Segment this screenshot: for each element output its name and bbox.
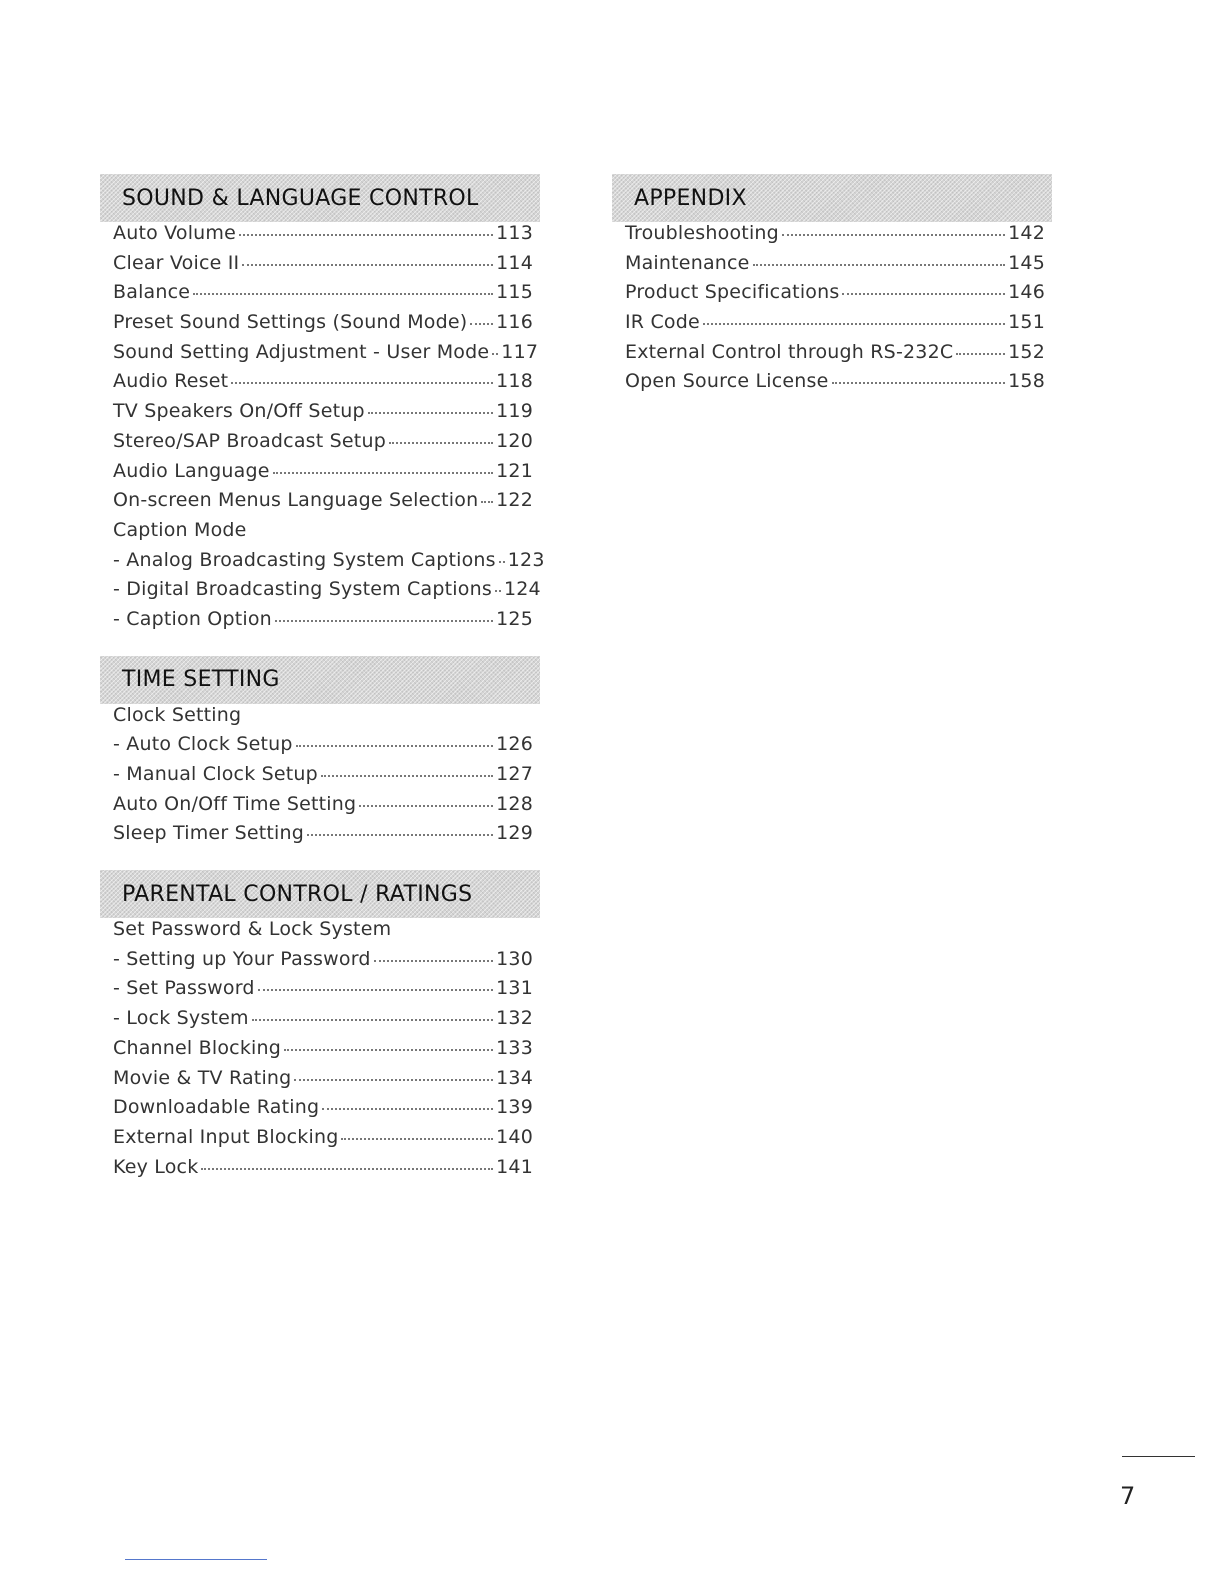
toc-entry-page: 151 — [1008, 311, 1045, 334]
toc-entry-label: Preset Sound Settings (Sound Mode) — [113, 311, 468, 334]
section-header — [612, 174, 1052, 222]
toc-entry-label: Open Source License — [625, 370, 829, 393]
toc-entry[interactable] — [113, 578, 541, 608]
footer-rule — [1122, 1456, 1195, 1457]
toc-entry-page: 131 — [496, 977, 533, 1000]
toc-entry-page: 158 — [1008, 370, 1045, 393]
toc-entry-page: 114 — [496, 251, 533, 274]
toc-entry[interactable] — [113, 430, 533, 460]
dot-leader — [231, 381, 493, 384]
toc-section-time-setting — [100, 656, 540, 852]
bottom-divider — [125, 1559, 267, 1560]
section-title: SOUND & LANGUAGE CONTROL — [122, 185, 479, 211]
toc-entry-label: External Input Blocking — [113, 1125, 339, 1148]
dot-leader — [374, 959, 493, 962]
toc-entry[interactable] — [113, 1037, 533, 1067]
toc-entry-label: Clear Voice II — [113, 251, 240, 274]
toc-entry-label: IR Code — [625, 311, 700, 334]
toc-entry-page: 116 — [496, 311, 533, 334]
toc-entry-label: - Set Password — [113, 977, 255, 1000]
toc-entry[interactable] — [113, 608, 533, 638]
toc-entry-page: 118 — [496, 370, 533, 393]
toc-entry[interactable] — [113, 822, 533, 852]
toc-entry[interactable] — [113, 1156, 533, 1186]
dot-leader — [294, 1078, 493, 1081]
toc-entry-page: 152 — [1008, 340, 1045, 363]
toc-entry-page: 146 — [1008, 281, 1045, 304]
toc-entry[interactable] — [113, 763, 533, 793]
toc-entry[interactable] — [113, 252, 533, 282]
toc-entry[interactable] — [113, 489, 533, 519]
toc-section-parental-control-ratings — [100, 870, 540, 1185]
dot-leader — [252, 1018, 493, 1021]
toc-entry-page: 119 — [496, 400, 533, 423]
toc-entry-page: 121 — [496, 459, 533, 482]
toc-entry-page: 122 — [496, 489, 533, 512]
dot-leader — [275, 619, 493, 622]
dot-leader — [201, 1167, 493, 1170]
toc-entry[interactable] — [113, 460, 533, 490]
toc-entry[interactable] — [113, 519, 533, 549]
dot-leader — [481, 500, 493, 503]
toc-entry-label: External Control through RS-232C — [625, 340, 954, 363]
toc-entry-page: 117 — [501, 340, 539, 363]
dot-leader — [296, 744, 494, 747]
toc-entry-page: 113 — [496, 222, 533, 244]
section-header — [100, 656, 540, 704]
toc-entry-label: Movie & TV Rating — [113, 1066, 292, 1089]
toc-entry[interactable] — [113, 733, 533, 763]
toc-entry-label: - Setting up Your Password — [113, 947, 371, 970]
toc-entry-page: 120 — [496, 429, 533, 452]
toc-entry[interactable] — [625, 222, 1045, 252]
toc-entry-page: 132 — [496, 1007, 533, 1030]
toc-entry[interactable] — [113, 1096, 533, 1126]
toc-entry-page: 115 — [496, 281, 533, 304]
toc-entry-page: 124 — [503, 578, 541, 601]
toc-entry-label: - Analog Broadcasting System Captions — [113, 548, 496, 571]
dot-leader — [273, 471, 494, 474]
toc-entry-label: Downloadable Rating — [113, 1096, 320, 1119]
toc-entry[interactable] — [113, 704, 533, 734]
toc-entry[interactable] — [113, 370, 533, 400]
toc-entry-label: Sound Setting Adjustment - User Mode — [113, 340, 490, 363]
section-title: APPENDIX — [634, 185, 747, 211]
dot-leader — [703, 322, 1005, 325]
dot-leader — [782, 233, 1005, 236]
toc-entry-list — [100, 222, 545, 638]
toc-entry-list — [100, 918, 540, 1185]
toc-entry-page: 140 — [496, 1125, 533, 1148]
toc-entry[interactable] — [625, 281, 1045, 311]
toc-entry-label: - Lock System — [113, 1007, 249, 1030]
section-title: PARENTAL CONTROL / RATINGS — [122, 881, 473, 907]
dot-leader — [956, 352, 1005, 355]
toc-entry-label: - Caption Option — [113, 607, 272, 630]
dot-leader — [284, 1048, 493, 1051]
toc-entry[interactable] — [113, 281, 533, 311]
section-title: TIME SETTING — [122, 667, 280, 693]
toc-entry-page: 133 — [496, 1036, 533, 1059]
toc-entry-list — [100, 704, 540, 852]
toc-entry[interactable] — [113, 222, 533, 252]
toc-column-right — [612, 174, 1052, 418]
toc-section-sound-language-control — [100, 174, 545, 638]
toc-entry-label: Caption Mode — [113, 518, 247, 541]
dot-leader — [322, 1107, 493, 1110]
toc-entry-label: Audio Reset — [113, 370, 229, 393]
dot-leader — [242, 263, 493, 266]
toc-entry[interactable] — [113, 793, 533, 823]
toc-entry-label: Balance — [113, 281, 191, 304]
toc-entry[interactable] — [113, 918, 533, 948]
page-number: 7 — [1120, 1482, 1136, 1510]
toc-entry-label: Set Password & Lock System — [113, 918, 392, 941]
toc-entry-page: 142 — [1008, 222, 1045, 244]
toc-column-left — [100, 174, 545, 1203]
toc-entry-page: 129 — [496, 822, 533, 845]
toc-entry-label: Stereo/SAP Broadcast Setup — [113, 429, 386, 452]
dot-leader — [239, 233, 493, 236]
toc-entry[interactable] — [113, 1126, 533, 1156]
toc-entry[interactable] — [625, 341, 1045, 371]
toc-entry-label: Maintenance — [625, 251, 750, 274]
toc-entry-page: 130 — [496, 947, 533, 970]
toc-entry[interactable] — [113, 948, 533, 978]
toc-entry-label: - Digital Broadcasting System Captions — [113, 578, 492, 601]
toc-entry-label: Auto Volume — [113, 222, 237, 244]
toc-entry-page: 127 — [496, 763, 533, 785]
toc-entry[interactable] — [625, 252, 1045, 282]
toc-entry-label: - Manual Clock Setup — [113, 763, 318, 785]
dot-leader — [359, 804, 493, 807]
dot-leader — [842, 292, 1005, 295]
toc-entry-label: Product Specifications — [625, 281, 840, 304]
dot-leader — [470, 322, 493, 325]
toc-entry[interactable] — [113, 311, 533, 341]
dot-leader — [499, 560, 505, 563]
dot-leader — [832, 381, 1006, 384]
dot-leader — [492, 352, 498, 355]
toc-entry[interactable] — [113, 977, 533, 1007]
toc-entry[interactable] — [625, 370, 1045, 400]
toc-entry-page: 126 — [496, 733, 533, 756]
toc-entry-page: 145 — [1008, 251, 1045, 274]
toc-section-appendix — [612, 174, 1052, 400]
dot-leader — [341, 1137, 493, 1140]
dot-leader — [389, 441, 493, 444]
dot-leader — [495, 589, 501, 592]
toc-entry-label: Auto On/Off Time Setting — [113, 792, 357, 815]
toc-entry[interactable] — [113, 400, 533, 430]
toc-entry-page: 125 — [496, 607, 533, 630]
toc-entry-page: 123 — [507, 548, 545, 571]
toc-entry-label: Key Lock — [113, 1155, 199, 1178]
toc-entry-page: 134 — [496, 1066, 533, 1089]
toc-entry[interactable] — [113, 340, 539, 371]
toc-entry-page: 139 — [496, 1096, 533, 1119]
toc-entry-page: 128 — [496, 792, 533, 815]
dot-leader — [368, 411, 493, 414]
toc-entry-page: 141 — [496, 1155, 533, 1178]
toc-entry[interactable] — [113, 1007, 533, 1037]
section-header — [100, 174, 540, 222]
dot-leader — [753, 263, 1006, 266]
toc-entry-label: Sleep Timer Setting — [113, 822, 304, 845]
toc-entry[interactable] — [625, 311, 1045, 341]
dot-leader — [258, 988, 493, 991]
toc-entry-label: - Auto Clock Setup — [113, 733, 293, 756]
dot-leader — [307, 833, 493, 836]
toc-entry-label: Troubleshooting — [625, 222, 779, 244]
dot-leader — [321, 774, 493, 777]
toc-entry-label: On-screen Menus Language Selection — [113, 489, 479, 512]
section-header — [100, 870, 540, 918]
toc-entry[interactable] — [113, 1067, 533, 1097]
toc-entry-label: Channel Blocking — [113, 1036, 282, 1059]
dot-leader — [193, 292, 493, 295]
toc-entry[interactable] — [113, 548, 545, 579]
toc-entry-label: Audio Language — [113, 459, 270, 482]
toc-entry-list — [612, 222, 1052, 400]
toc-entry-label: Clock Setting — [113, 703, 242, 726]
toc-entry-label: TV Speakers On/Off Setup — [113, 400, 365, 423]
